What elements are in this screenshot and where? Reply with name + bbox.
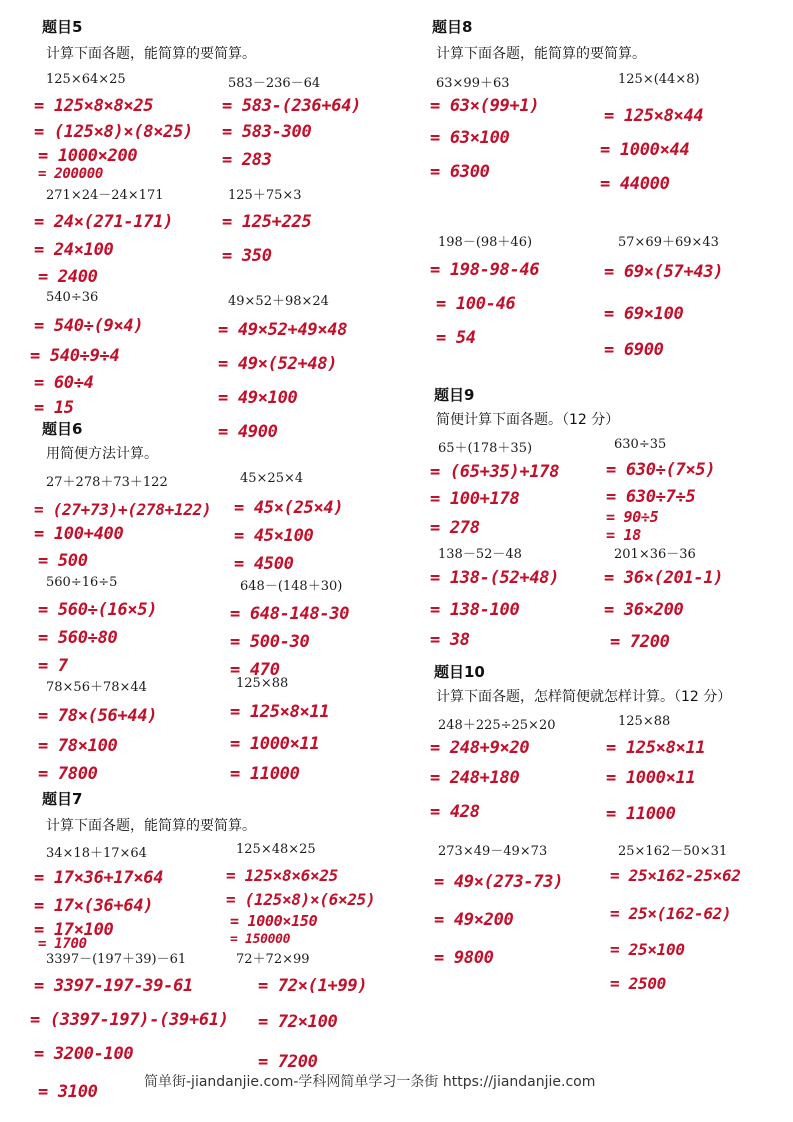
problem-question: 540÷36 [46, 290, 99, 305]
solution-step: = 18 [606, 526, 641, 544]
solution-step: = 24×100 [34, 240, 114, 260]
solution-step: = 69×(57+43) [604, 262, 724, 282]
solution-step: = 2500 [610, 974, 666, 993]
problem-question: 65＋(178＋35) [438, 441, 533, 456]
problem-question: 248＋225÷25×20 [438, 718, 556, 733]
solution-step: = 49×(273-73) [434, 872, 564, 892]
solution-step: = 1000×150 [230, 912, 318, 930]
solution-step: = 1000×11 [230, 734, 320, 754]
solution-step: = 200000 [38, 166, 104, 182]
section-title-10: 题目10 [434, 663, 485, 681]
solution-step: = 648-148-30 [230, 604, 350, 624]
solution-step: = 45×100 [234, 526, 314, 546]
problem-question: 34×18＋17×64 [46, 846, 147, 861]
solution-step: = 100-46 [436, 294, 516, 314]
problem-question: 125＋75×3 [228, 188, 302, 203]
problem-question: 648－(148＋30) [240, 579, 343, 594]
problem-question: 125×48×25 [236, 842, 316, 857]
solution-step: = 25×100 [610, 940, 685, 959]
solution-step: = 36×(201-1) [604, 568, 724, 588]
solution-step: = 125×8×6×25 [226, 866, 338, 885]
solution-step: = 198-98-46 [430, 260, 540, 280]
problem-question: 45×25×4 [240, 471, 304, 486]
solution-step: = 4500 [234, 554, 294, 574]
solution-step: = 540÷(9×4) [34, 316, 144, 336]
solution-step: = 49×52+49×48 [218, 320, 348, 340]
solution-step: = 1700 [38, 936, 87, 952]
problem-question: 583－236－64 [228, 76, 321, 91]
problem-question: 125×(44×8) [618, 72, 700, 87]
solution-step: = 17×100 [34, 920, 114, 940]
solution-step: = (125×8)×(6×25) [226, 890, 376, 909]
solution-step: = 248+180 [430, 768, 520, 788]
section-instruction-5: 计算下面各题，能简算的要简算。 [46, 46, 256, 62]
solution-step: = 9800 [434, 948, 494, 968]
solution-step: = 500 [38, 551, 88, 571]
solution-step: = 90÷5 [606, 508, 659, 526]
solution-step: = 630÷(7×5) [606, 460, 716, 480]
solution-step: = (3397-197)-(39+61) [30, 1010, 229, 1030]
solution-step: = 3100 [38, 1082, 98, 1102]
solution-step: = 45×(25×4) [234, 498, 344, 518]
section-instruction-8: 计算下面各题，能简算的要简算。 [436, 46, 646, 62]
solution-step: = 583-300 [222, 122, 312, 142]
section-instruction-10: 计算下面各题，怎样简便就怎样计算。（12 分） [436, 689, 732, 705]
solution-step: = 560÷80 [38, 628, 118, 648]
problem-question: 3397－(197＋39)－61 [46, 952, 187, 967]
solution-step: = 125+225 [222, 212, 312, 232]
solution-step: = (125×8)×(8×25) [34, 122, 193, 142]
solution-step: = 583-(236+64) [222, 96, 362, 116]
solution-step: = 248+9×20 [430, 738, 530, 758]
problem-question: 125×88 [236, 676, 289, 691]
solution-step: = 11000 [230, 764, 300, 784]
solution-step: = 63×(99+1) [430, 96, 540, 116]
section-title-9: 题目9 [434, 386, 475, 404]
solution-step: = 125×8×8×25 [34, 96, 154, 116]
problem-question: 57×69＋69×43 [618, 235, 719, 250]
problem-question: 78×56＋78×44 [46, 680, 147, 695]
problem-question: 49×52＋98×24 [228, 294, 329, 309]
solution-step: = 1000×44 [600, 140, 690, 160]
problem-question: 630÷35 [614, 437, 667, 452]
solution-step: = 350 [222, 246, 272, 266]
solution-step: = 72×100 [258, 1012, 338, 1032]
solution-step: = 6900 [604, 340, 664, 360]
solution-step: = 49×(52+48) [218, 354, 338, 374]
solution-step: = 630÷7÷5 [606, 487, 696, 507]
solution-step: = 6300 [430, 162, 490, 182]
solution-step: = 540÷9÷4 [30, 346, 120, 366]
section-instruction-9: 简便计算下面各题。（12 分） [436, 412, 620, 428]
problem-question: 273×49－49×73 [438, 844, 548, 859]
section-instruction-6: 用简便方法计算。 [46, 446, 158, 462]
section-title-7: 题目7 [42, 790, 83, 808]
solution-step: = 4900 [218, 422, 278, 442]
solution-step: = 138-(52+48) [430, 568, 560, 588]
solution-step: = 470 [230, 660, 280, 680]
solution-step: = 78×(56+44) [38, 706, 158, 726]
solution-step: = 7800 [38, 764, 98, 784]
solution-step: = (65+35)+178 [430, 462, 560, 482]
problem-question: 125×64×25 [46, 72, 126, 87]
solution-step: = 125×8×11 [230, 702, 330, 722]
problem-question: 201×36－36 [614, 547, 696, 562]
solution-step: = 49×100 [218, 388, 298, 408]
solution-step: = 25×162-25×62 [610, 866, 741, 885]
problem-question: 198－(98＋46) [438, 235, 533, 250]
solution-step: = 69×100 [604, 304, 684, 324]
solution-step: = 428 [430, 802, 480, 822]
solution-step: = 7 [38, 656, 68, 676]
section-title-8: 题目8 [432, 18, 473, 36]
solution-step: = 283 [222, 150, 272, 170]
problem-question: 27＋278＋73＋122 [46, 475, 168, 490]
solution-step: = 500-30 [230, 632, 310, 652]
solution-step: = 54 [436, 328, 476, 348]
solution-step: = 138-100 [430, 600, 520, 620]
problem-question: 25×162－50×31 [618, 844, 728, 859]
solution-step: = 17×(36+64) [34, 896, 154, 916]
section-instruction-7: 计算下面各题，能简算的要简算。 [46, 818, 256, 834]
solution-step: = 17×36+17×64 [34, 868, 164, 888]
problem-question: 125×88 [618, 714, 671, 729]
solution-step: = 60÷4 [34, 373, 94, 393]
solution-step: = 11000 [606, 804, 676, 824]
solution-step: = 125×8×11 [606, 738, 706, 758]
problem-question: 72＋72×99 [236, 952, 310, 967]
solution-step: = 78×100 [38, 736, 118, 756]
solution-step: = 44000 [600, 174, 670, 194]
solution-step: = 63×100 [430, 128, 510, 148]
solution-step: = 15 [34, 398, 74, 418]
solution-step: = 25×(162-62) [610, 904, 732, 923]
page-footer: 简单街-jiandanjie.com-学科网简单学习一条街 https://jiandanjie.com [144, 1074, 596, 1090]
solution-step: = 278 [430, 518, 480, 538]
solution-step: = 3200-100 [34, 1044, 134, 1064]
solution-step: = 560÷(16×5) [38, 600, 158, 620]
solution-step: = 150000 [230, 932, 291, 947]
solution-step: = 24×(271-171) [34, 212, 174, 232]
solution-step: = (27+73)+(278+122) [34, 500, 212, 519]
solution-step: = 7200 [610, 632, 670, 652]
section-title-5: 题目5 [42, 18, 83, 36]
problem-question: 560÷16÷5 [46, 575, 118, 590]
solution-step: = 38 [430, 630, 470, 650]
section-title-6: 题目6 [42, 420, 83, 438]
problem-question: 271×24－24×171 [46, 188, 164, 203]
solution-step: = 100+178 [430, 489, 520, 509]
problem-question: 63×99＋63 [436, 76, 510, 91]
solution-step: = 72×(1+99) [258, 976, 368, 996]
solution-step: = 125×8×44 [604, 106, 704, 126]
problem-question: 138－52－48 [438, 547, 522, 562]
solution-step: = 100+400 [34, 524, 124, 544]
solution-step: = 1000×11 [606, 768, 696, 788]
solution-step: = 49×200 [434, 910, 514, 930]
solution-step: = 3397-197-39-61 [34, 976, 193, 996]
solution-step: = 1000×200 [38, 146, 138, 166]
solution-step: = 2400 [38, 267, 98, 287]
solution-step: = 36×200 [604, 600, 684, 620]
solution-step: = 7200 [258, 1052, 318, 1072]
